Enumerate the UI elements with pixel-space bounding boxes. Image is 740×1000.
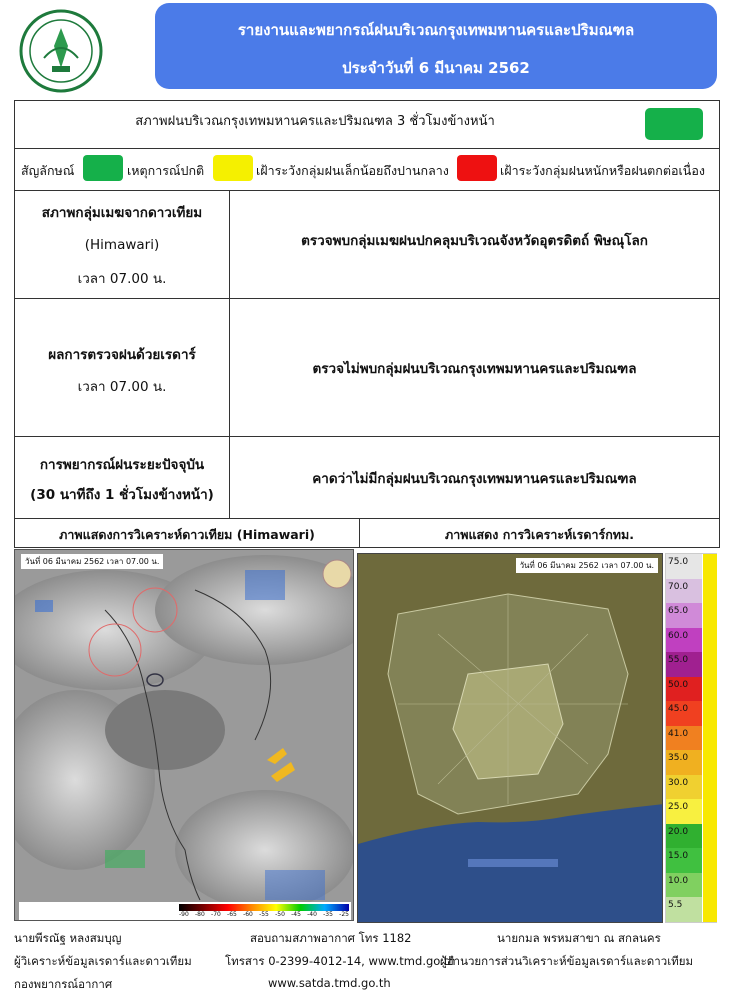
radar-scale-step: 30.0	[666, 775, 702, 800]
status-title: สภาพฝนบริเวณกรุงเทพมหานครและปริมณฑล 3 ชั่วโมงข้างหน้า	[135, 114, 495, 129]
radar-scale-step: 60.0	[666, 628, 702, 653]
radar-scale-step: 5.5	[666, 897, 702, 922]
footer-center-line3: www.satda.tmd.go.th	[268, 976, 391, 990]
radar-scale-step: 15.0	[666, 848, 702, 873]
header-banner	[155, 3, 717, 89]
forecast-value: คาดว่าไม่มีกลุ่มฝนบริเวณกรุงเทพมหานครและปริมณฑล	[312, 471, 637, 487]
forecast-label: การพยากรณ์ฝนระยะปัจจุบัน (30 นาทีถึง 1 ชั่วโมงข้างหน้า)	[15, 437, 230, 518]
legend-text-heavy: เฝ้าระวังกลุ่มฝนหนักหรือฝนตกต่อเนื่อง	[500, 163, 705, 178]
satellite-label: สภาพกลุ่มเมฆจากดาวเทียม (Himawari) เวลา 07.00 น.	[15, 191, 230, 298]
footer-right-line2: ผู้อำนวยการส่วนวิเคราะห์ข้อมูลเรดาร์และดาวเทียม	[440, 954, 694, 968]
radar-scale-step: 25.0	[666, 799, 702, 824]
radar-dbz-scale	[665, 553, 717, 923]
report-date: ประจำวันที่ 6 มีนาคม 2562	[342, 59, 530, 77]
radar-caption: วันที่ 06 มีนาคม 2562 เวลา 07.00 น.	[516, 558, 658, 573]
radar-scale-step: 10.0	[666, 873, 702, 898]
report-table	[14, 100, 720, 548]
satellite-caption: วันที่ 06 มีนาคม 2562 เวลา 07.00 น.	[21, 554, 163, 569]
radar-image-label: ภาพแสดง การวิเคราะห์เรดาร์กทม.	[444, 527, 635, 542]
report-title: รายงานและพยากรณ์ฝนบริเวณกรุงเทพมหานครและปริมณฑล	[237, 21, 635, 39]
radar-scale-step: 45.0	[666, 701, 702, 726]
radar-scale-step: 70.0	[666, 579, 702, 604]
satellite-image-label: ภาพแสดงการวิเคราะห์ดาวเทียม (Himawari)	[15, 519, 360, 547]
radar-row	[15, 299, 719, 437]
footer-center-line1: สอบถามสภาพอากาศ โทร 1182	[250, 931, 412, 945]
radar-scale-step: 55.0	[666, 652, 702, 677]
forecast-row	[15, 437, 719, 519]
radar-scale-category-bar	[703, 554, 717, 922]
legend-text-moderate: เฝ้าระวังกลุ่มฝนเล็กน้อยถึงปานกลาง	[256, 163, 449, 178]
colorbar-gradient	[179, 904, 349, 911]
colorbar-ticks: -90 -80 -70 -65 -60 -55 -50 -45 -40 -35 -25	[179, 911, 349, 918]
footer-left-line1: นายพีรณัฐ หลงสมบุญ	[14, 931, 122, 945]
radar-scale-step: 35.0	[666, 750, 702, 775]
satellite-image	[14, 549, 354, 921]
footer-right-line1: นายกมล พรหมสาขา ณ สกลนคร	[497, 931, 661, 945]
radar-label: ผลการตรวจฝนด้วยเรดาร์ เวลา 07.00 น.	[15, 299, 230, 436]
radar-scale-step: 50.0	[666, 677, 702, 702]
legend-swatch-moderate	[213, 155, 253, 181]
legend-row	[15, 149, 719, 191]
radar-image	[357, 553, 663, 923]
footer-left-line2: ผู้วิเคราะห์ข้อมูลเรดาร์และดาวเทียม	[14, 954, 192, 968]
radar-scale-step: 41.0	[666, 726, 702, 751]
image-label-row	[15, 519, 719, 549]
radar-scale-step: 75.0	[666, 554, 702, 579]
legend-swatch-normal	[83, 155, 123, 181]
satellite-colorbar	[19, 902, 351, 920]
radar-scale-step: 20.0	[666, 824, 702, 849]
legend-text-normal: เหตุการณ์ปกติ	[127, 163, 205, 178]
status-row	[15, 101, 719, 149]
footer-left-line3: กองพยากรณ์อากาศ	[14, 977, 113, 991]
legend-swatch-heavy	[457, 155, 497, 181]
radar-value: ตรวจไม่พบกลุ่มฝนบริเวณกรุงเทพมหานครและปริมณฑล	[312, 361, 637, 377]
satellite-row	[15, 191, 719, 299]
footer-center-line2: โทรสาร 0-2399-4012-14, www.tmd.go.th	[225, 954, 456, 968]
legend-label: สัญลักษณ์	[21, 163, 75, 178]
radar-scale-step: 65.0	[666, 603, 702, 628]
satellite-value: ตรวจพบกลุ่มเมฆฝนปกคลุมบริเวณจังหวัดอุตรดิตถ์ พิษณุโลก	[301, 233, 648, 249]
tmd-logo	[14, 8, 108, 94]
status-indicator	[645, 108, 703, 140]
